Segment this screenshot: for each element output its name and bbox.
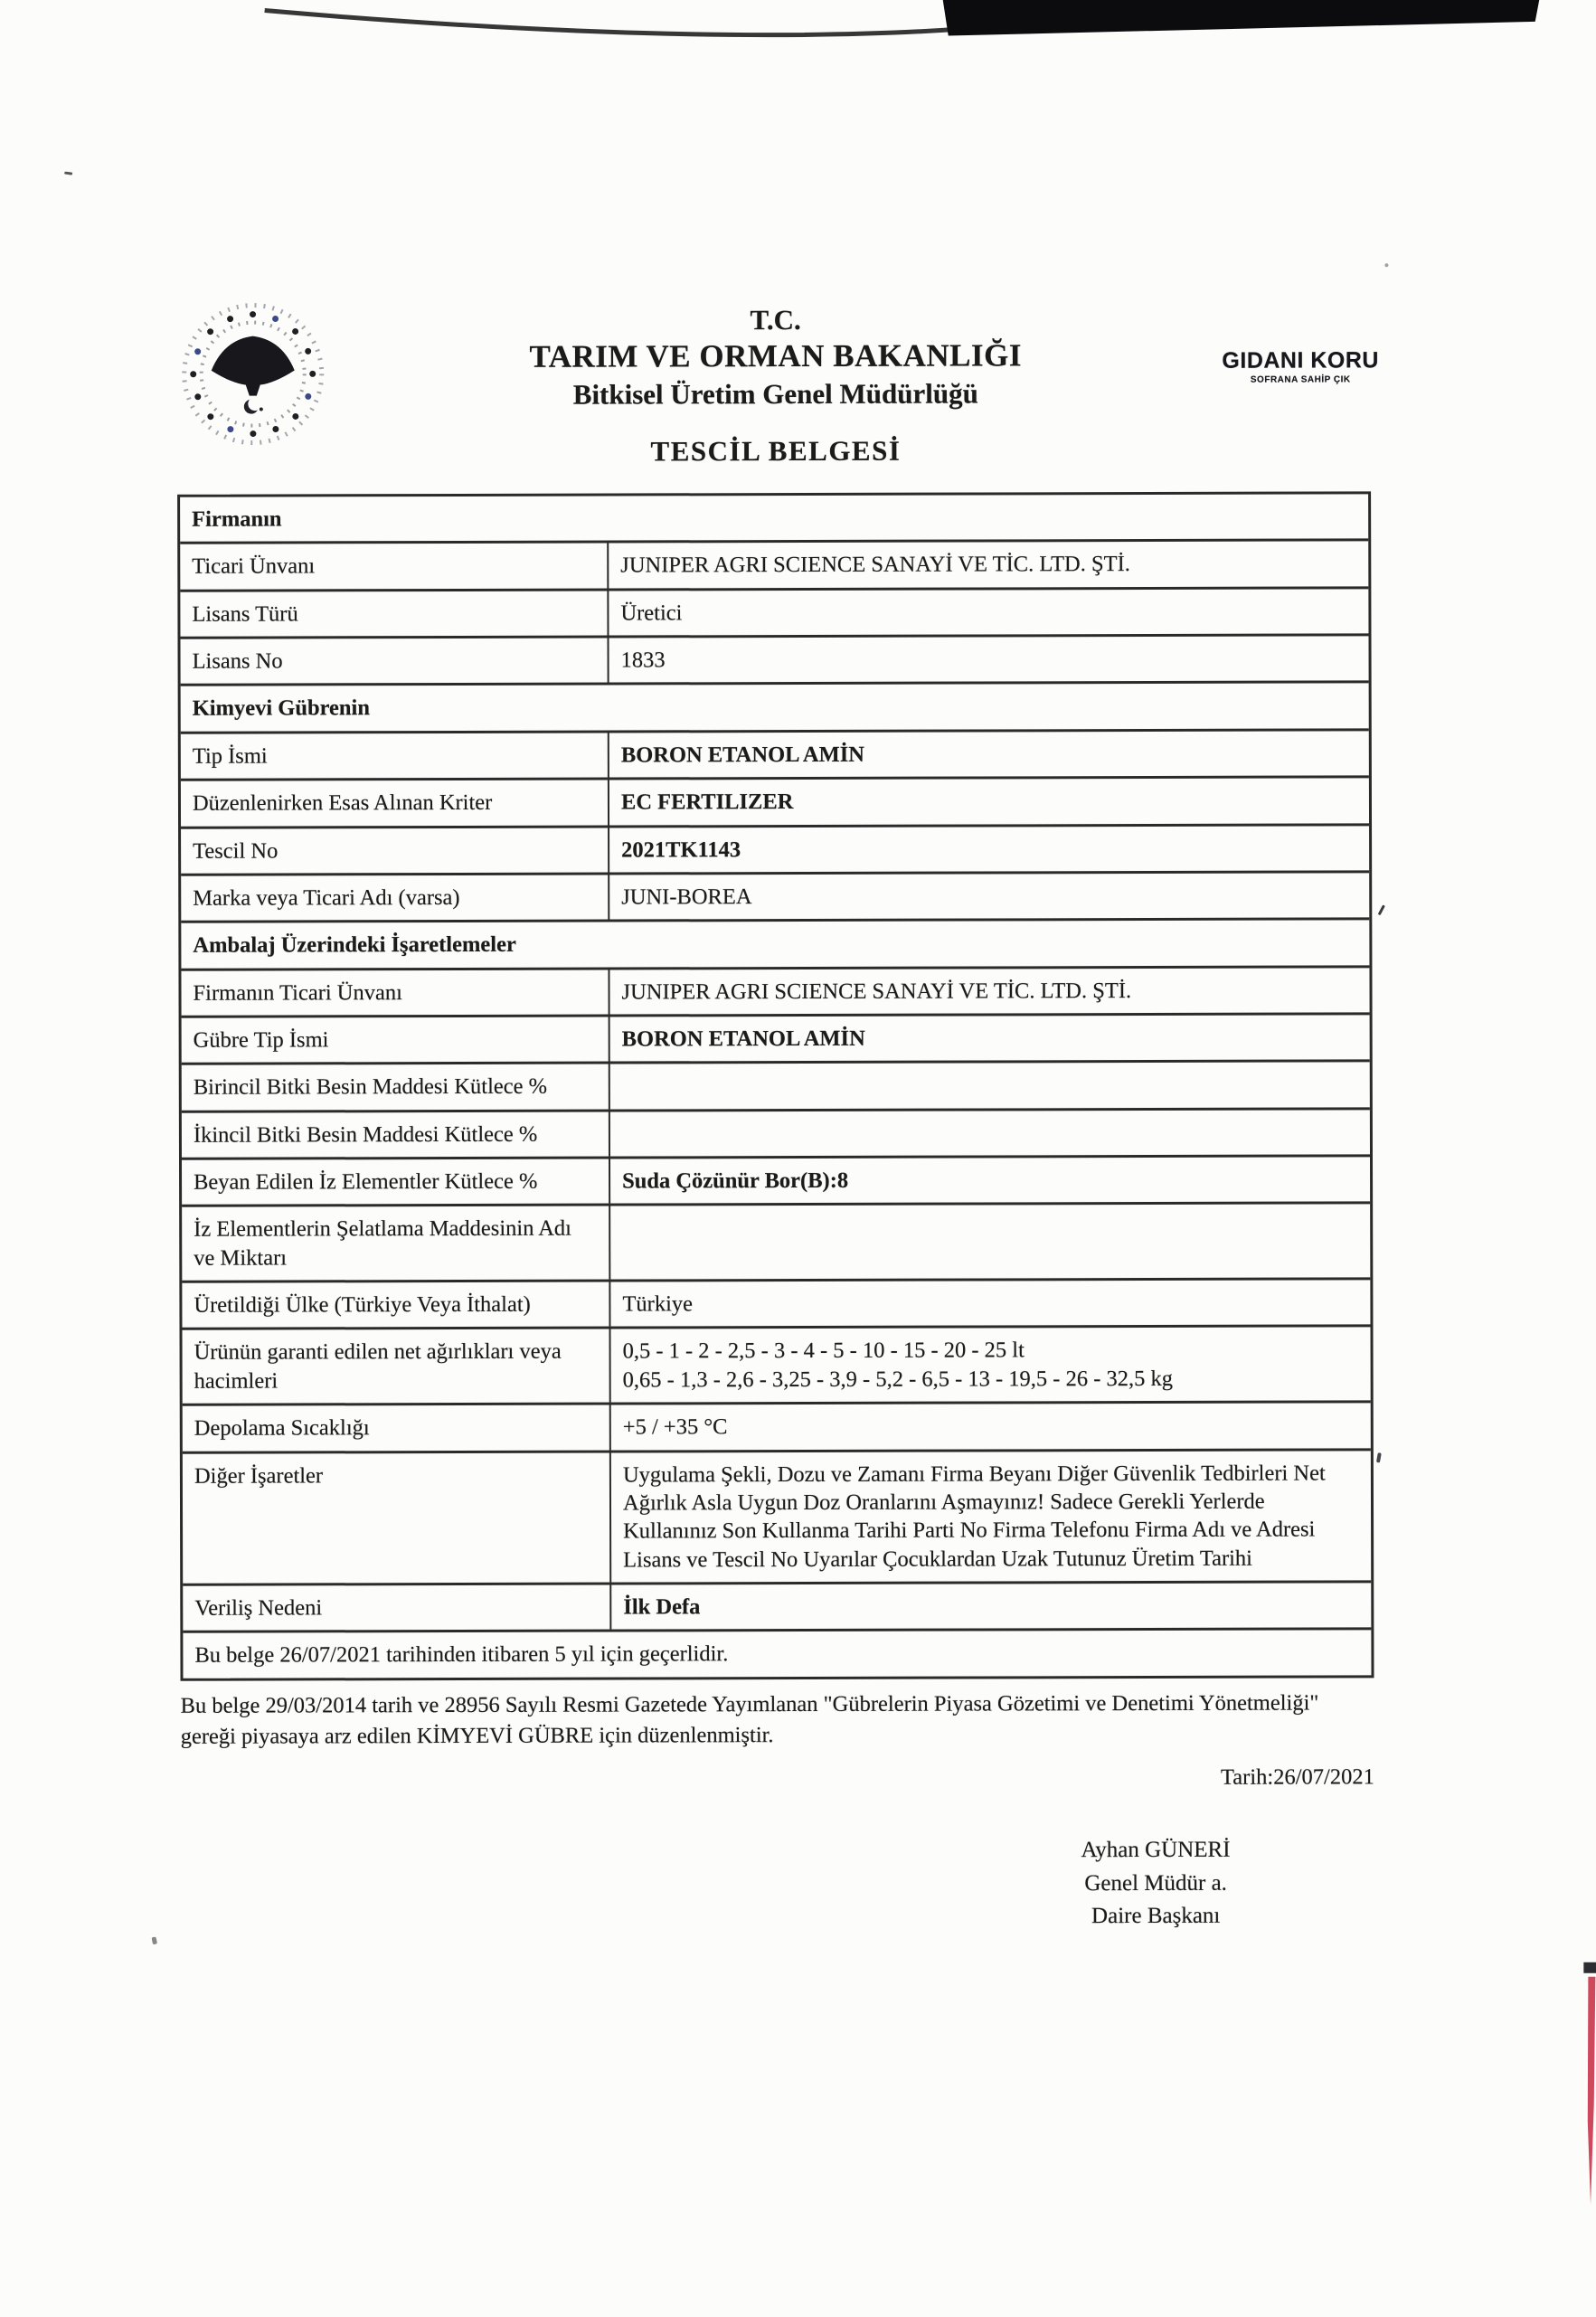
field-label: İkincil Bitki Besin Maddesi Kütlece % <box>193 1121 538 1148</box>
scan-artifact-speck <box>151 1936 157 1944</box>
field-label: Lisans Türü <box>192 601 298 627</box>
table-row <box>180 633 1368 684</box>
field-label: Lisans No <box>192 648 283 674</box>
field-value <box>609 1110 1370 1157</box>
field-label: Tip İsmi <box>192 743 268 769</box>
field-value: EC FERTILIZER <box>608 779 1369 826</box>
signatory-name: Ayhan GÜNERİ <box>1081 1838 1231 1863</box>
table-row <box>182 1012 1370 1063</box>
table-row <box>183 1401 1371 1452</box>
table-row <box>181 776 1369 827</box>
header-country: T.C. <box>750 303 801 336</box>
field-label: Beyan Edilen İz Elementler Kütlece % <box>194 1168 538 1195</box>
scan-artifact-speck <box>1384 263 1388 267</box>
table-row <box>182 1107 1370 1158</box>
field-value: Türkiye <box>609 1280 1370 1327</box>
table-row-validity <box>183 1628 1371 1679</box>
scan-artifact-red-stripe <box>1577 1959 1596 2230</box>
table-row <box>182 1154 1370 1205</box>
scan-artifact-speck <box>1376 1452 1382 1463</box>
table-row <box>180 586 1368 637</box>
signatory-title-1: Genel Müdür a. <box>1084 1870 1227 1896</box>
field-value: Uygulama Şekli, Dozu ve Zamanı Firma Beyanı Diğer Güvenlik Tedbirleri Net Ağırlık Asla Uygun Doz Oranlarını Aşmayınız! Sadece Gerekli Yerlerde Kullanınız Son Kullanma Tarihi Parti No Firma Telefonu Firma Adı ve Adresi Lisans ve Tescil No Uyarılar Çocuklardan Uzak Tutunuz Üretim Tarihi <box>609 1451 1371 1583</box>
field-value: +5 / +35 °C <box>609 1404 1371 1451</box>
field-value <box>609 1205 1370 1280</box>
field-label: Üretildiği Ülke (Türkiye Veya İthalat) <box>194 1291 531 1318</box>
certificate-table <box>177 491 1374 1680</box>
scan-artifact-speck <box>1378 904 1385 915</box>
document-body <box>177 491 1374 1934</box>
field-label: Marka veya Ticari Adı (varsa) <box>193 884 460 911</box>
field-label: Ticari Ünvanı <box>192 553 316 580</box>
table-row <box>183 1580 1371 1631</box>
scan-artifact-top-edge <box>0 0 1593 65</box>
field-value: BORON ETANOL AMİN <box>609 1015 1370 1062</box>
signature-block <box>1011 1834 1300 1934</box>
campaign-logo-title: GIDANI KORU <box>1222 347 1380 374</box>
table-row <box>182 1277 1370 1328</box>
field-value: 2021TK1143 <box>608 826 1369 873</box>
regulation-footnote: Bu belge 29/03/2014 tarih ve 28956 Sayılı Resmi Gazetede Yayımlanan "Gübrelerin Piyasa Gözetimi ve Denetimi Yönetmeliği" gereği piyasaya arz edilen KİMYEVİ GÜBRE için düzenlenmiştir. <box>180 1690 1319 1749</box>
field-value <box>609 1063 1370 1110</box>
campaign-logo <box>1208 347 1393 385</box>
field-label: Birincil Bitki Besin Maddesi Kütlece % <box>193 1074 548 1101</box>
table-row <box>180 539 1368 590</box>
section-label: Firmanın <box>192 506 282 532</box>
field-value: BORON ETANOL AMİN <box>608 731 1369 778</box>
field-label: Gübre Tip İsmi <box>193 1027 329 1053</box>
field-value: Suda Çözünür Bor(B):8 <box>609 1157 1370 1204</box>
table-section-firmanin <box>180 494 1368 542</box>
table-section-kimyevi-gubrenin <box>181 681 1369 732</box>
document-title: TESCİL BELGESİ <box>650 434 902 468</box>
table-row <box>181 870 1369 921</box>
field-value: Üretici <box>607 589 1368 636</box>
field-value: JUNIPER AGRI SCIENCE SANAYİ VE TİC. LTD. ŞTİ. <box>607 542 1368 589</box>
field-label: Depolama Sıcaklığı <box>194 1415 370 1441</box>
section-label: Kimyevi Gübrenin <box>192 695 370 722</box>
field-label: Düzenlenirken Esas Alınan Kriter <box>192 790 493 816</box>
field-label: Veriliş Nedeni <box>194 1595 323 1621</box>
header-ministry: TARIM VE ORMAN BAKANLIĞI <box>529 337 1022 374</box>
field-value: İlk Defa <box>609 1583 1371 1630</box>
section-label: Ambalaj Üzerindeki İşaretlemeler <box>193 932 516 958</box>
field-value: 0,5 - 1 - 2 - 2,5 - 3 - 4 - 5 - 10 - 15 - 20 - 25 lt 0,65 - 1,3 - 2,6 - 3,25 - 3,9 - 5,2 - 6,5 - 13 - 19,5 - 26 - 32,5 kg <box>609 1328 1370 1403</box>
table-row <box>181 728 1369 779</box>
table-row <box>182 1202 1370 1281</box>
field-value: JUNI-BOREA <box>608 873 1369 920</box>
campaign-logo-subtitle: SOFRANA SAHİP ÇIK <box>1250 374 1351 385</box>
table-row <box>182 1325 1370 1404</box>
field-value: JUNIPER AGRI SCIENCE SANAYİ VE TİC. LTD. ŞTİ. <box>608 968 1369 1015</box>
table-row <box>182 1060 1370 1111</box>
signatory-title-2: Daire Başkanı <box>1091 1903 1221 1928</box>
field-label: Ürünün garanti edilen net ağırlıkları veya hacimleri <box>194 1339 562 1394</box>
validity-note: Bu belge 26/07/2021 tarihinden itibaren 5 yıl için geçerlidir. <box>194 1641 729 1669</box>
header-department: Bitkisel Üretim Genel Müdürlüğü <box>572 377 978 411</box>
field-label: Tescil No <box>193 838 279 864</box>
field-value: 1833 <box>607 636 1368 683</box>
table-row <box>181 823 1369 874</box>
field-label: İz Elementlerin Şelatlama Maddesinin Adı ve Miktarı <box>194 1216 571 1271</box>
table-row <box>183 1448 1371 1584</box>
table-row <box>181 965 1369 1016</box>
table-section-ambalaj <box>181 918 1369 969</box>
issue-date: Tarih:26/07/2021 <box>1220 1764 1374 1791</box>
field-label: Firmanın Ticari Ünvanı <box>193 979 402 1006</box>
document-header <box>179 302 1373 468</box>
scan-artifact-speck <box>64 172 72 175</box>
field-label: Diğer İşaretler <box>194 1462 324 1489</box>
